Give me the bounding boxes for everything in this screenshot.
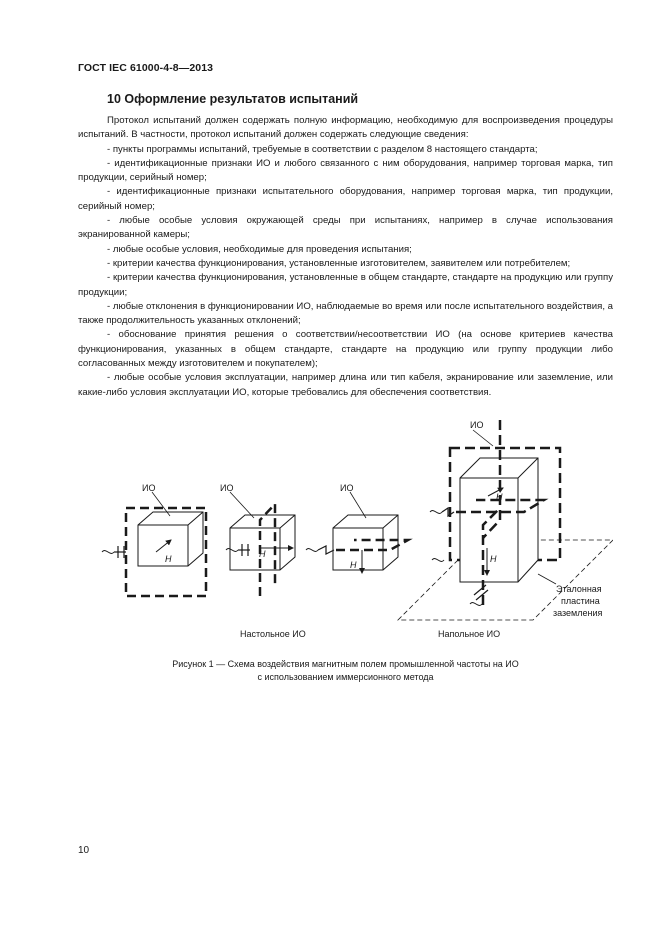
list-item: - любые особые условия окружающей среды при испытаниях, например в случае использования экранированной камеры; [78,215,613,241]
section-title: 10 Оформление результатов испытаний [107,92,359,106]
tabletop-eut-square-loop [102,492,206,596]
ground-plane-label: пластина [561,596,600,606]
field-label: H [490,554,497,564]
list-item: - идентификационные признаки испытательного оборудования, например торговая марка, тип продукции, серийный номер; [78,186,613,212]
page-number: 10 [78,845,90,856]
eut-cube [333,515,398,570]
tabletop-eut-horizontal-coil [306,492,408,573]
document-header: ГОСТ IEC 61000-4-8—2013 [78,62,214,74]
list-item: - пункты программы испытаний, требуемые в соответствии с разделом 8 настоящего стандарта; [107,143,538,155]
body-text [78,114,613,400]
ground-plane-label: заземления [553,608,603,618]
list-item: - критерии качества функционирования, установленные в общем стандарте, стандарте на продукцию или группу продукции; [78,272,613,298]
eut-label: ИО [142,483,156,493]
list-item: - обоснование принятия решения о соответствии/несоответствии ИО (на основе критериев качества функционирования, указанных в общем стандарте, стандарте на продукцию или группу продукции либо согласованных между изготовителем и покупателем); [78,329,613,370]
intro-paragraph: Протокол испытаний должен содержать полную информацию, необходимую для воспроизведения процедуры испытаний. В частности, протокол испытаний должен содержать следующие сведения: [78,115,613,141]
caption-line: Рисунок 1 — Схема воздействия магнитным полем промышленной частоты на ИО [172,659,519,669]
list-item: - любые особые условия, необходимые для проведения испытания; [107,243,412,255]
list-item: - любые отклонения в функционировании ИО, наблюдаемые во время или после испытательного воздействия, а также продолжительность указанных отклонений; [78,300,613,327]
field-label: H [165,554,172,564]
field-label: H [496,492,503,502]
tabletop-eut-label: Настольное ИО [240,629,306,639]
eut-label: ИО [470,420,484,430]
caption-line: с использованием иммерсионного метода [257,671,434,682]
field-label: H [259,549,266,559]
field-label: H [350,560,357,570]
ground-plane-label: Эталонная [556,584,602,594]
eut-label: ИО [220,483,234,493]
eut-label: ИО [340,483,354,493]
immersion-method-figure [78,400,613,650]
figure-caption [78,658,613,683]
floor-eut-label: Напольное ИО [438,629,501,639]
tabletop-eut-vertical-coil [226,492,295,596]
list-item: - идентификационные признаки ИО и любого связанного с ним оборудования, например торговая марка, тип продукции, серийный номер; [78,157,613,184]
list-item: - любые особые условия эксплуатации, например длина или тип кабеля, экранирование или заземление, или какие-либо условия эксплуатации ИО, которые требовались для обеспечения соответствия. [78,372,613,398]
eut-cube [230,515,295,570]
list-item: - критерии качества функционирования, установленные изготовителем, заявителем или потребителем; [107,257,571,269]
